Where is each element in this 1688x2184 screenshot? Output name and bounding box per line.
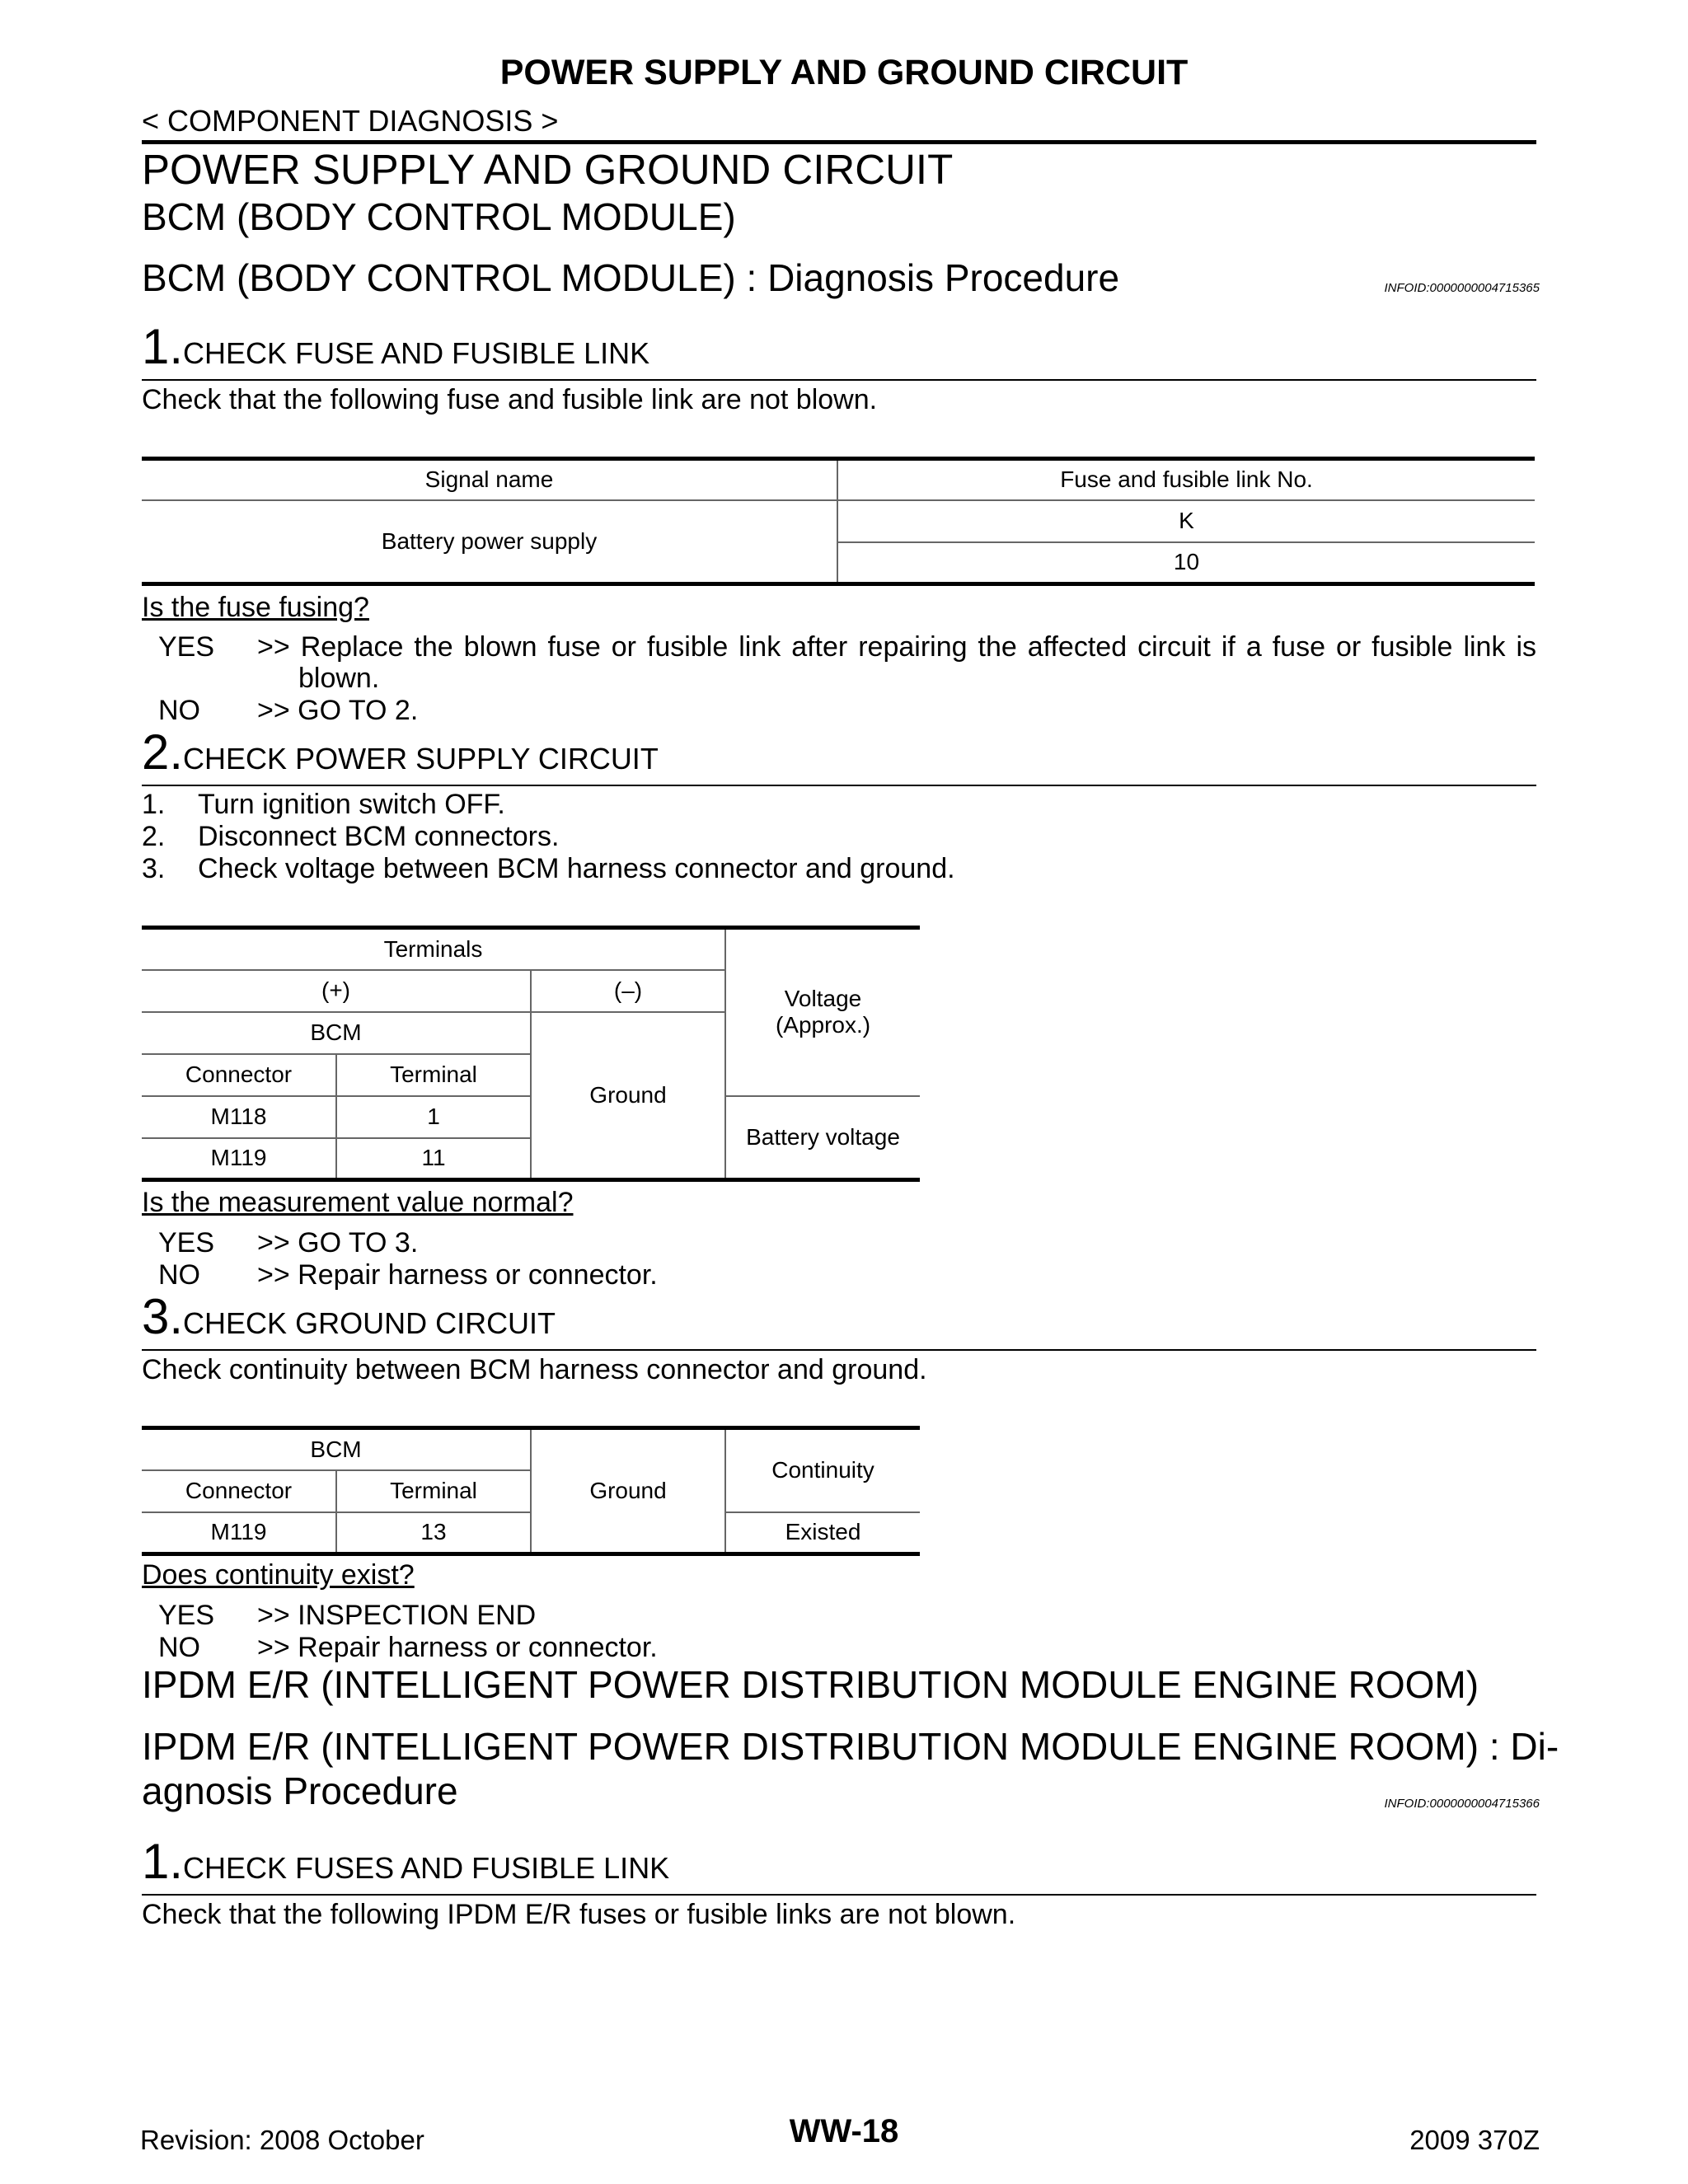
terminal-cell: 1 [336,1096,531,1138]
info-id: INFOID:0000000004715366 [1384,1797,1540,1811]
answer-no: NO [158,695,200,726]
col-signal-name: Signal name [142,459,837,500]
answer-yes: YES [158,1227,215,1258]
header-rule [142,140,1536,144]
footer-model: 2009 370Z [1409,2125,1540,2155]
list-item: Turn ignition switch OFF. [198,789,505,820]
connector-cell: M118 [142,1096,336,1138]
voltage-value: Battery voltage [725,1096,920,1180]
list-item: Disconnect BCM connectors. [198,821,560,852]
list-item-number: 3. [142,853,166,884]
fuse-cell: K [837,500,1535,542]
breadcrumb: < COMPONENT DIAGNOSIS > [142,104,559,138]
step-2-heading [142,724,659,780]
connector-header: Connector [142,1054,336,1096]
answer-yes-text-cont: blown. [298,663,380,694]
terminal-header: Terminal [336,1470,531,1512]
minus-header: (–) [531,970,725,1012]
continuity-header: Continuity [725,1428,920,1512]
voltage-label: Voltage [784,986,862,1012]
step-rule [142,785,1536,786]
info-id: INFOID:0000000004715365 [1384,281,1540,295]
step-title: CHECK GROUND CIRCUIT [183,1306,556,1340]
ground-cell: Ground [531,1012,725,1180]
signal-cell: Battery power supply [142,500,837,584]
ipdm-step-1-heading [142,1833,669,1890]
step-number: 1. [142,319,184,374]
step-number: 3. [142,1289,184,1344]
answer-no-text: >> Repair harness or connector. [257,1632,658,1663]
section-title: POWER SUPPLY AND GROUND CIRCUIT [142,146,954,193]
ipdm-procedure-title: IPDM E/R (INTELLIGENT POWER DISTRIBUTION MODULE ENGINE ROOM) : Di- [142,1725,1559,1768]
step-3-heading [142,1288,556,1345]
answer-no-text: >> GO TO 2. [257,695,419,726]
ipdm-procedure-title-cont: agnosis Procedure [142,1769,458,1812]
continuity-value: Existed [725,1512,920,1554]
step-1-text: Check that the following fuse and fusible link are not blown. [142,384,878,415]
step-3-question: Does continuity exist? [142,1559,415,1591]
answer-yes: YES [158,631,215,663]
voltage-table [142,926,920,1182]
step-1-question: Is the fuse fusing? [142,592,369,623]
terminal-cell: 11 [336,1138,531,1180]
answer-yes-text: >> GO TO 3. [257,1227,419,1258]
connector-cell: M119 [142,1512,336,1554]
footer-page-number: WW-18 [789,2113,899,2149]
section-subtitle: BCM (BODY CONTROL MODULE) [142,195,736,238]
terminal-cell: 13 [336,1512,531,1554]
step-rule [142,379,1536,381]
list-item-number: 2. [142,821,166,852]
procedure-title: BCM (BODY CONTROL MODULE) : Diagnosis Procedure [142,256,1120,299]
continuity-table [142,1426,920,1556]
voltage-header [725,928,920,1096]
fuse-table [142,457,1535,586]
voltage-approx-label: (Approx.) [775,1012,871,1038]
plus-header: (+) [142,970,531,1012]
step-title: CHECK POWER SUPPLY CIRCUIT [183,742,659,776]
footer-revision: Revision: 2008 October [140,2125,424,2155]
ground-cell: Ground [531,1428,725,1554]
ipdm-step-1-text: Check that the following IPDM E/R fuses or fusible links are not blown. [142,1899,1016,1930]
terminals-header: Terminals [142,928,725,970]
page-title: POWER SUPPLY AND GROUND CIRCUIT [499,53,1189,92]
answer-no: NO [158,1632,200,1663]
answer-yes-text: >> Replace the blown fuse or fusible link after repairing the affected circuit if a fuse or fusible link is [257,631,1536,663]
bcm-header: BCM [142,1012,531,1054]
step-rule [142,1349,1536,1351]
step-2-question: Is the measurement value normal? [142,1187,574,1218]
answer-yes-text: >> INSPECTION END [257,1600,537,1631]
answer-no: NO [158,1259,200,1291]
answer-yes: YES [158,1600,215,1631]
terminal-header: Terminal [336,1054,531,1096]
list-item-number: 1. [142,789,166,820]
step-number: 1. [142,1834,184,1889]
step-3-text: Check continuity between BCM harness connector and ground. [142,1354,927,1385]
step-title: CHECK FUSE AND FUSIBLE LINK [183,336,650,370]
step-rule [142,1894,1536,1896]
step-number: 2. [142,724,184,780]
ipdm-subtitle: IPDM E/R (INTELLIGENT POWER DISTRIBUTION MODULE ENGINE ROOM) [142,1663,1479,1706]
list-item: Check voltage between BCM harness connector and ground. [198,853,955,884]
answer-no-text: >> Repair harness or connector. [257,1259,658,1291]
step-title: CHECK FUSES AND FUSIBLE LINK [183,1851,670,1885]
connector-header: Connector [142,1470,336,1512]
fuse-cell: 10 [837,542,1535,584]
step-1-heading [142,318,649,375]
col-fuse-no: Fuse and fusible link No. [837,459,1535,500]
bcm-header: BCM [142,1428,531,1470]
connector-cell: M119 [142,1138,336,1180]
